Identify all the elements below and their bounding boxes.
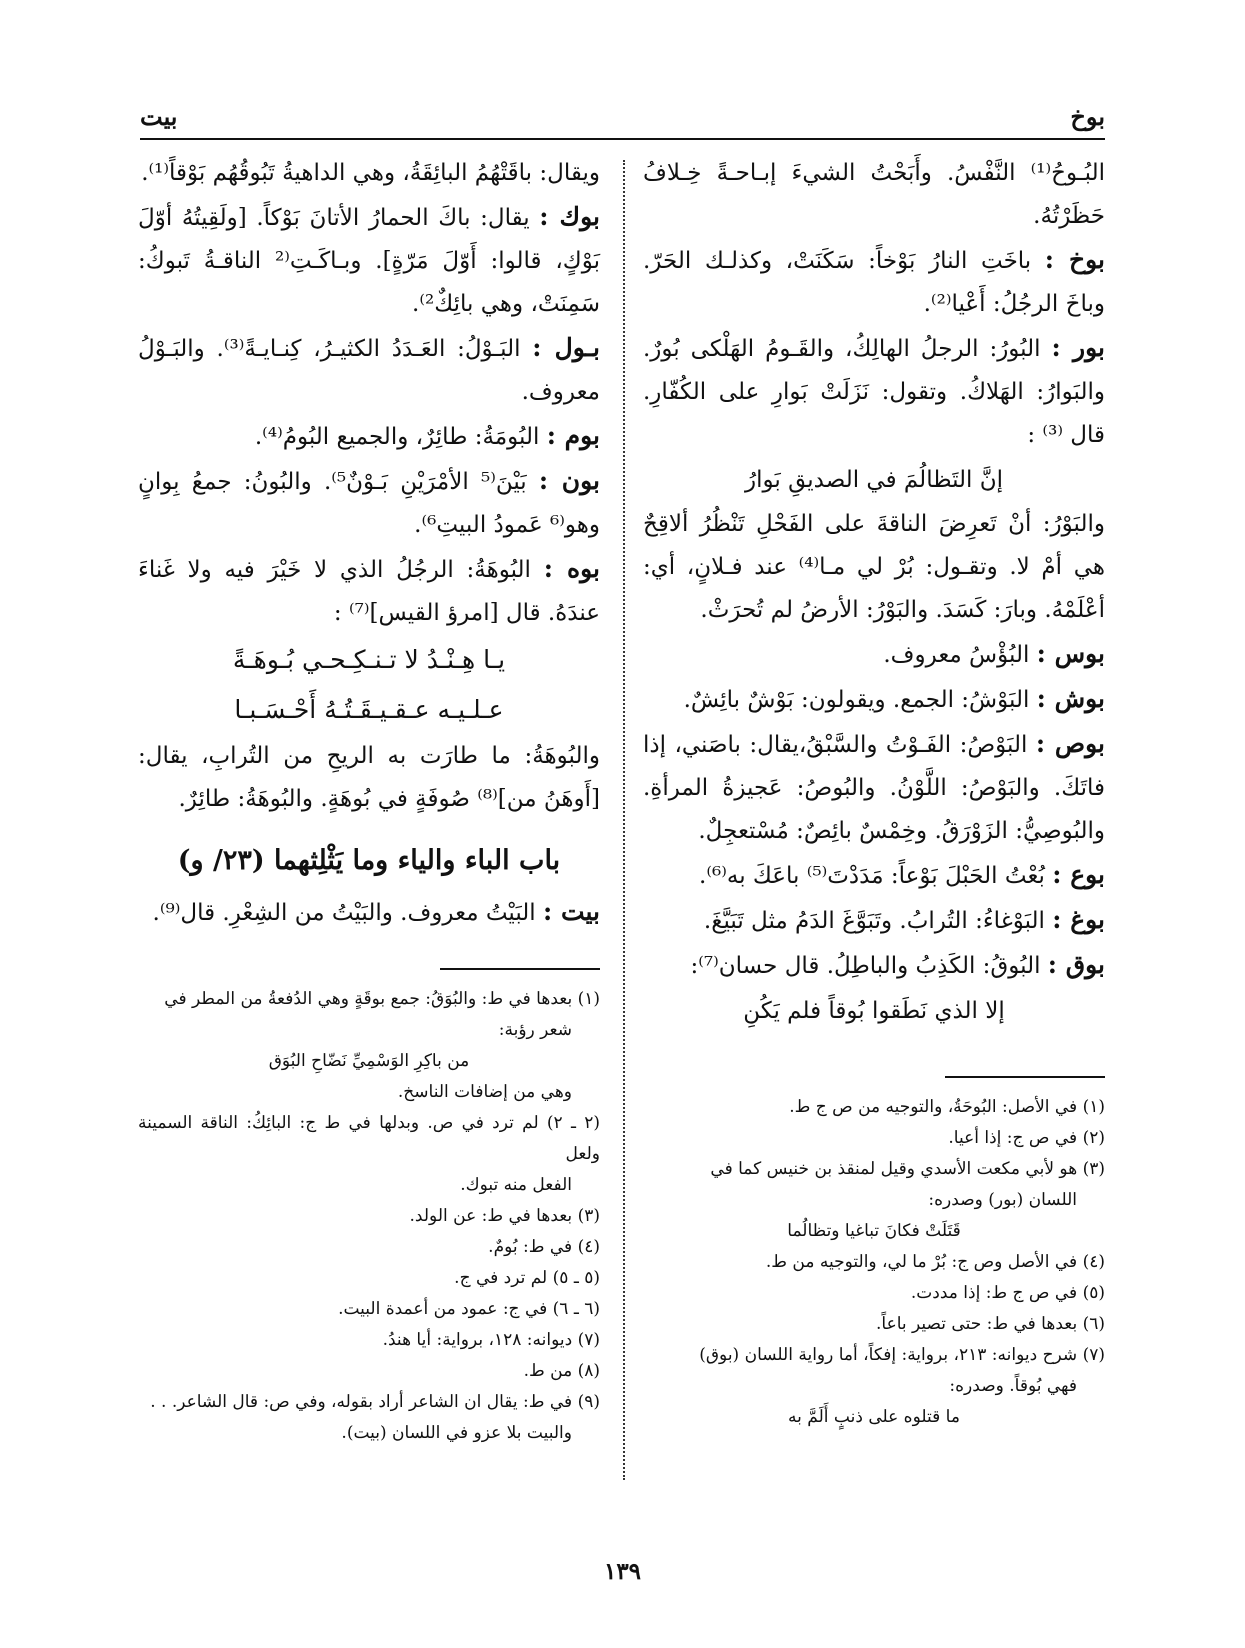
verse-line: عـلـيـه عـقـيـقَـتُـهُ أَحْـسَـبـا xyxy=(234,695,504,724)
footnote: (٩) في ط: يقال ان الشاعر أراد بقوله، وفي ص: قال الشاعر. . . xyxy=(150,1392,600,1412)
running-head-right: بوخ xyxy=(1070,102,1105,131)
dictionary-entry xyxy=(138,890,600,935)
dictionary-entry xyxy=(138,195,600,326)
entry-text: بَيْنَ⁽⁵ الأمْرَيْنِ بَـوْنٌ⁵⁾. والبُونُ: جمعُ بِوانٍ وهو⁽⁶ عَمودُ البيتِ⁶⁾. xyxy=(138,469,600,538)
entry-headword: بوق : xyxy=(1047,950,1105,979)
running-head-left: بيت xyxy=(140,102,178,131)
dictionary-entry xyxy=(643,722,1105,853)
verse-line: إنَّ التَظالُمَ في الصديقِ بَوارُ xyxy=(745,467,1003,493)
footnote: والبيت بلا عزو في اللسان (بيت). xyxy=(341,1423,572,1443)
left-column xyxy=(138,152,600,935)
entry-text: البُؤْسُ معروف. xyxy=(883,642,1030,668)
dictionary-entry xyxy=(138,414,600,459)
footnote: فهي بُوقاً. وصدره: xyxy=(949,1376,1077,1396)
entry-headword: بـول : xyxy=(532,333,600,362)
footnote-verse: قَتَلَتْ فكانَ تباغيا وتظالُما xyxy=(787,1221,961,1241)
entry-headword: بوك : xyxy=(539,202,600,231)
entry-text: البَوْغاءُ: التُرابُ. وتَبَوَّغَ الدَمُ مثل تَبَيَّغَ. xyxy=(703,908,1045,934)
entry-headword: بيت : xyxy=(543,897,600,926)
footnote: (٢ ـ ٢) لم ترد في ص. وبدلها في ط ج: البائِكُ: الناقة السمينة ولعل xyxy=(138,1113,600,1164)
left-footnotes xyxy=(138,968,600,1449)
footnote: (٧) ديوانه: ١٢٨، برواية: أيا هندُ. xyxy=(382,1330,600,1350)
entry-text: باخَتِ النارُ بَوْخاً: سَكَنَتْ، وكذلـك الحَرّ. وباخَ الرجُلُ: أَعْيا⁽²⁾. xyxy=(643,248,1105,317)
dictionary-entry xyxy=(643,503,1105,632)
verse-line: يـا هِـنْـدُ لا تـنـكِـحـي بُـوهَـةً xyxy=(232,645,506,674)
footnote: شعر رؤبة: xyxy=(498,1020,572,1040)
dictionary-entry xyxy=(643,943,1105,988)
entry-headword: بوه : xyxy=(543,554,601,583)
footnote: (٦ ـ ٦) في ج: عمود من أعمدة البيت. xyxy=(338,1299,600,1319)
dictionary-entry xyxy=(643,853,1105,898)
dictionary-entry xyxy=(138,459,600,547)
entry-text: ويقال: باقَتْهُمُ البائِقَةُ، وهي الداهيةُ تَبُوقُهُم بَوْقاً⁽¹⁾. xyxy=(141,160,600,186)
entry-text: بُعْتُ الحَبْلَ بَوْعاً: مَدَدْتَ⁽⁵⁾ باعَكَ به⁽⁶⁾. xyxy=(699,863,1045,889)
footnote: (٢) في ص ج: إذا أعيا. xyxy=(948,1128,1105,1148)
dictionary-entry xyxy=(138,326,600,414)
entry-headword: بور : xyxy=(1051,333,1105,362)
dictionary-entry xyxy=(138,152,600,195)
footnote-verse: ما قتلوه على ذنبٍ أَلَمَّ به xyxy=(788,1407,960,1427)
dictionary-entry xyxy=(643,326,1105,457)
entry-text: والبُوهَةُ: ما طارَت به الريحِ من التُرابِ، يقال: [أَوهَنُ من]⁽⁸⁾ صُوفَةٍ في بُوهَةٍ. والبُوهَةُ: طائِرٌ. xyxy=(138,743,600,812)
entry-headword: بوع : xyxy=(1052,860,1105,889)
footnote: (٥) في ص ج ط: إذا مددت. xyxy=(910,1283,1105,1303)
right-footnotes xyxy=(643,1076,1105,1433)
footnote: اللسان (بور) وصدره: xyxy=(928,1190,1077,1210)
footnote: (٤) في ط: بُومٌ. xyxy=(488,1237,600,1257)
header-rule xyxy=(140,138,1105,140)
entry-text: البَوْشُ: الجمع. ويقولون: بَوْشٌ بائِشٌ. xyxy=(683,687,1030,713)
verse-line: إلا الذي نَطَقوا بُوقاً فلم يَكُنِ xyxy=(743,998,1005,1024)
footnote: (٣) بعدها في ط: عن الولد. xyxy=(409,1206,600,1226)
entry-text: يقال: باكَ الحمارُ الأتانَ بَوْكاً. [ولَقِيتُهُ أوّلَ بَوْكٍ، قالوا: أَوّلَ مَرّةٍ]. وبـاكَـتِ⁽² الناقـةُ تَبوكُ: سَمِنَتْ، وهي بائِكٌ²⁾. xyxy=(138,205,601,317)
dictionary-entry xyxy=(138,547,600,635)
entry-text: البُوهَةُ: الرجُلُ الذي لا خَيْرَ فيه ولا غَناءَ عندَهُ. قال [امرؤ القيس]⁽⁷⁾ : xyxy=(138,557,600,626)
footnote: (٣) هو لأبي مكعت الأسدي وقيل لمنقذ بن خنيس كما في xyxy=(710,1159,1105,1179)
entry-text: البُورُ: الرجلُ الهالِكُ، والقَـومُ الهَلْكى بُورٌ. والبَوارُ: الهَلاكُ. وتقول: نَزَلَتْ بَوارِ على الكُفّارِ. قال ⁽³⁾ : xyxy=(643,336,1105,448)
footnote: (١) بعدها في ط: والبُوَقُ: جمع بوقَةٍ وهي الدُفعةُ من المطر في xyxy=(164,989,600,1009)
dictionary-entry xyxy=(138,735,600,821)
entry-headword: بوص : xyxy=(1035,729,1105,758)
entry-headword: بون : xyxy=(538,466,600,495)
footnote: (٥ ـ ٥) لم ترد في ج. xyxy=(454,1268,600,1288)
footnote-verse: من باكِرِ الوَسْمِيِّ نَضّاحِ البُوَق xyxy=(268,1051,470,1071)
entry-text: البُـوحُ⁽¹⁾ النَّفْسُ. وأَبَحْتُ الشيءَ إبـاحـةً خِـلافُ حَظَرْتُهُ. xyxy=(643,160,1105,229)
entry-headword: بوم : xyxy=(546,421,600,450)
running-head xyxy=(140,102,1105,142)
dictionary-entry xyxy=(643,898,1105,943)
chapter-heading: باب الباء والياء وما يَثْلِثهما (٢٣/ و) xyxy=(177,845,561,876)
footnote: الفعل منه تبوك. xyxy=(460,1175,572,1195)
entry-headword: بوغ : xyxy=(1052,905,1105,934)
entry-headword: بوخ : xyxy=(1044,245,1106,274)
footnote: (١) في الأصل: البُوحَةُ، والتوجيه من ص ج ط. xyxy=(789,1097,1105,1117)
page-number: ١٣٩ xyxy=(603,1558,642,1585)
entry-text: البَـوْلُ: العَـدَدُ الكثيـرُ، كِنـايـةً⁽³⁾. والبَـوْلُ معروف. xyxy=(138,336,600,405)
entry-text: البُوقُ: الكَذِبُ والباطِلُ. قال حسان⁽⁷⁾: xyxy=(690,953,1041,979)
entry-text: البَيْتُ معروف. والبَيْتُ من الشِعْرِ. قال⁽⁹⁾. xyxy=(152,900,536,926)
entry-text: والبَوْرُ: أنْ تَعرِضَ الناقةَ على الفَحْلِ تَنْظُرُ ألاقِحٌ هي أمْ لا. وتقـول: بُرْ لي مـا⁽⁴⁾ عند فـلانٍ، أي: أعْلَمْهُ. وبارَ: كَسَدَ. والبَوْرُ: الأرضُ لم تُحرَثْ. xyxy=(643,511,1105,623)
footnote: (٤) في الأصل وص ج: بُرْ ما لي، والتوجيه من ط. xyxy=(765,1252,1105,1272)
column-divider xyxy=(623,160,625,1480)
entry-text: البُومَةُ: طائِرٌ، والجميع البُومُ⁽⁴⁾. xyxy=(254,424,540,450)
footnote: (٦) بعدها في ط: حتى تصير باعاً. xyxy=(875,1314,1105,1334)
entry-headword: بوش : xyxy=(1036,684,1105,713)
dictionary-entry xyxy=(643,152,1105,238)
entry-text: البَوْصُ: الفَـوْتُ والسَّبْقُ،يقال: باصَني، إذا فاتَكَ. والبَوْصُ: اللَّوْنُ. والبُوصُ: عَجيزةُ المرأةِ. والبُوصِيُّ: الزَوْرَقُ. وخِمْسٌ بائِصٌ: مُسْتعجِلٌ. xyxy=(643,732,1105,844)
dictionary-entry xyxy=(643,677,1105,722)
dictionary-entry xyxy=(643,632,1105,677)
footnote: (٨) من ط. xyxy=(523,1361,600,1381)
footnote: وهي من إضافات الناسخ. xyxy=(397,1082,572,1102)
footnote: (٧) شرح ديوانه: ٢١٣، برواية: إفكاً، أما رواية اللسان (بوق) xyxy=(699,1345,1105,1365)
entry-headword: بوس : xyxy=(1036,639,1105,668)
dictionary-entry xyxy=(643,238,1105,326)
right-column xyxy=(643,152,1105,1034)
